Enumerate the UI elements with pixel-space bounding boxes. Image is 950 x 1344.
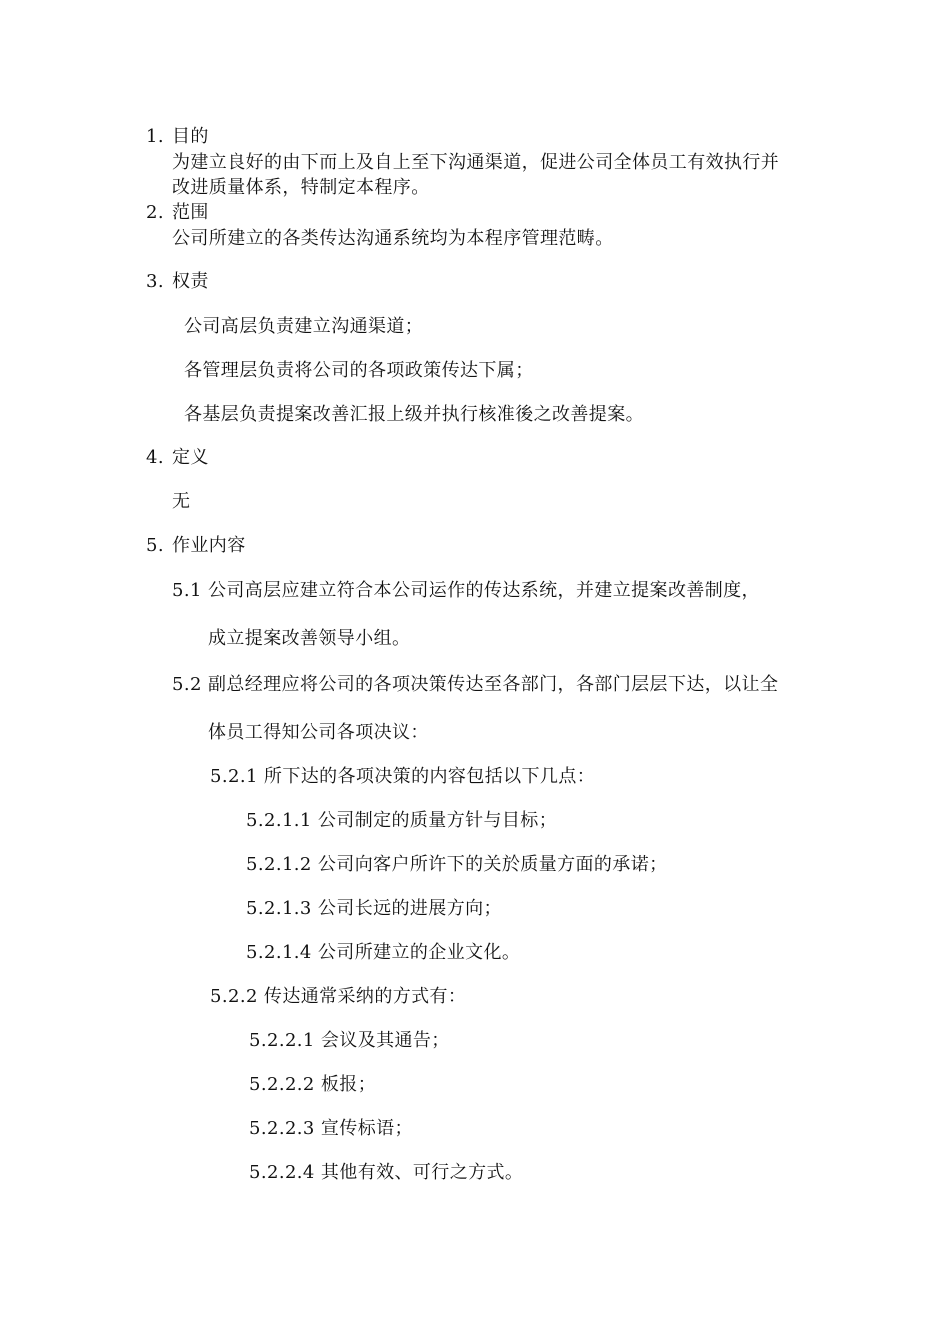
section-title: 作业内容 <box>172 535 246 556</box>
section-3-heading <box>146 271 209 293</box>
list-item: 5.2.2.4 其他有效、可行之方式。 <box>249 1162 524 1183</box>
section-5-heading <box>146 535 246 557</box>
section-number: 4. <box>146 447 164 468</box>
section-number: 2. <box>146 202 164 223</box>
paragraph-line: 5.2 副总经理应将公司的各项决策传达至各部门，各部门层层下达，以让全 <box>172 674 779 695</box>
section-title: 定义 <box>172 447 209 468</box>
section-title: 权责 <box>172 271 209 292</box>
list-item: 5.2.2.3 宣传标语； <box>249 1118 413 1139</box>
section-1-heading <box>146 126 209 148</box>
list-item: 5.2.2.1 会议及其通告； <box>249 1030 450 1051</box>
list-item: 5.2.1.3 公司长远的进展方向； <box>246 898 502 919</box>
paragraph-line: 为建立良好的由下而上及自上至下沟通渠道，促进公司全体员工有效执行并 <box>172 152 780 173</box>
list-item: 公司高层负责建立沟通渠道； <box>184 316 424 337</box>
list-item: 5.2.2.2 板报； <box>249 1074 377 1095</box>
section-title: 范围 <box>172 202 209 223</box>
list-item: 5.2.1.4 公司所建立的企业文化。 <box>246 942 521 963</box>
paragraph-line: 5.1 公司高层应建立符合本公司运作的传达系统，并建立提案改善制度， <box>172 580 760 601</box>
list-item: 5.2.1.2 公司向客户所许下的关於质量方面的承诺； <box>246 854 668 875</box>
paragraph-line: 公司所建立的各类传达沟通系统均为本程序管理范畴。 <box>172 228 614 249</box>
section-number: 3. <box>146 271 164 292</box>
section-4-heading <box>146 447 209 469</box>
paragraph-line: 体员工得知公司各项决议： <box>208 722 429 743</box>
paragraph-line: 成立提案改善领导小组。 <box>208 628 411 649</box>
list-item: 各管理层负责将公司的各项政策传达下属； <box>184 360 534 381</box>
paragraph-line: 无 <box>172 491 191 512</box>
list-item: 各基层负责提案改善汇报上级并执行核准後之改善提案。 <box>184 404 644 425</box>
subsection-heading: 5.2.1 所下达的各项决策的内容包括以下几点： <box>210 766 596 787</box>
paragraph-line: 改进质量体系，特制定本程序。 <box>172 177 430 198</box>
section-number: 5. <box>146 535 164 556</box>
section-2-heading <box>146 202 209 224</box>
section-title: 目的 <box>172 126 209 147</box>
section-number: 1. <box>146 126 164 147</box>
list-item: 5.2.1.1 公司制定的质量方针与目标； <box>246 810 558 831</box>
subsection-heading: 5.2.2 传达通常采纳的方式有： <box>210 986 467 1007</box>
